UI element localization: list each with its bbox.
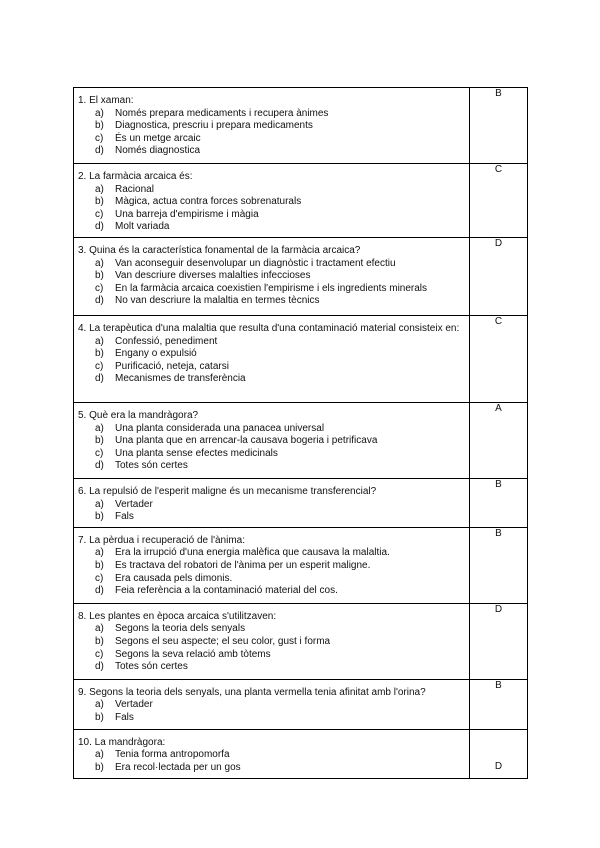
- question-row: [74, 603, 528, 679]
- question-cell: [74, 603, 470, 679]
- option-item: [78, 712, 465, 725]
- answer-cell: C: [470, 164, 528, 238]
- question-text: 8. Les plantes en època arcaica s'utilitzaven:: [78, 610, 277, 622]
- option-letter: a): [95, 257, 104, 269]
- option-item: [78, 762, 465, 775]
- quiz-body: [74, 88, 528, 779]
- option-text: Segons el seu aspecte; el seu color, gust i forma: [115, 635, 331, 647]
- answer-cell: D: [470, 729, 528, 778]
- option-text: Era causada pels dimonis.: [115, 572, 233, 584]
- option-item: [78, 348, 465, 361]
- question-text: 6. La repulsió de l'esperit maligne és un mecanisme transferencial?: [78, 486, 377, 497]
- option-text: Una planta que en arrencar-la causava bogeria i petrificava: [115, 435, 378, 447]
- option-letter: a): [95, 623, 104, 635]
- option-letter: a): [95, 749, 104, 761]
- option-item: [78, 145, 465, 158]
- question-row: [74, 403, 528, 479]
- option-text: Racional: [115, 183, 154, 195]
- option-text: No van descriure la malaltia en termes tècnics: [115, 295, 320, 307]
- option-item: [78, 184, 465, 197]
- option-text: Tenia forma antropomorfa: [115, 749, 230, 761]
- question-row: [74, 164, 528, 238]
- option-text: Màgica, actua contra forces sobrenaturals: [115, 196, 302, 208]
- option-text: Totes són certes: [115, 661, 188, 673]
- option-letter: a): [95, 335, 104, 347]
- option-letter: d): [95, 661, 104, 673]
- option-text: Fals: [115, 711, 134, 723]
- question-text: 1. El xaman:: [78, 95, 134, 106]
- option-letter: c): [95, 648, 104, 660]
- question-cell: [74, 316, 470, 403]
- question-row: [74, 527, 528, 603]
- option-text: Es tractava del robatori de l'ànima per un esperit maligne.: [115, 559, 371, 571]
- option-letter: b): [95, 511, 104, 523]
- option-item: [78, 560, 465, 573]
- option-item: [78, 623, 465, 636]
- question-row: [74, 679, 528, 729]
- option-item: [78, 120, 465, 133]
- answer-cell: B: [470, 679, 528, 729]
- answer-cell: D: [470, 603, 528, 679]
- answer-cell: C: [470, 316, 528, 403]
- option-letter: c): [95, 360, 104, 372]
- option-text: En la farmàcia arcaica coexistien l'empirisme i els ingredients minerals: [115, 282, 428, 294]
- option-letter: c): [95, 208, 104, 220]
- option-letter: b): [95, 635, 104, 647]
- option-letter: d): [95, 145, 104, 157]
- question-cell: [74, 729, 470, 778]
- option-item: [78, 499, 465, 512]
- option-item: [78, 636, 465, 649]
- option-text: Era la irrupció d'una energia malèfica que causava la malaltia.: [115, 547, 390, 559]
- answer-cell: B: [470, 88, 528, 164]
- option-text: Feia referència a la contaminació material del cos.: [115, 585, 338, 597]
- option-item: [78, 133, 465, 146]
- option-letter: b): [95, 435, 104, 447]
- option-letter: b): [95, 711, 104, 723]
- option-letter: c): [95, 282, 104, 294]
- option-item: [78, 547, 465, 560]
- option-letter: b): [95, 559, 104, 571]
- option-letter: a): [95, 107, 104, 119]
- answer-cell: B: [470, 479, 528, 528]
- option-item: [78, 361, 465, 374]
- option-item: [78, 258, 465, 271]
- question-text: 3. Quina és la característica fonamental de la farmàcia arcaica?: [78, 245, 361, 256]
- question-text: 10. La mandràgora:: [78, 736, 166, 748]
- option-item: [78, 699, 465, 712]
- option-letter: d): [95, 460, 104, 472]
- option-item: [78, 373, 465, 386]
- option-text: Vertader: [115, 498, 153, 510]
- question-cell: [74, 403, 470, 479]
- option-letter: c): [95, 447, 104, 459]
- option-text: Van descriure diverses malalties infeccioses: [115, 270, 311, 282]
- option-item: [78, 423, 465, 436]
- option-item: [78, 196, 465, 209]
- option-item: [78, 283, 465, 296]
- option-item: [78, 221, 465, 234]
- option-letter: b): [95, 196, 104, 208]
- option-text: Només prepara medicaments i recupera ànimes: [115, 107, 329, 119]
- question-cell: [74, 238, 470, 316]
- option-item: [78, 649, 465, 662]
- option-letter: a): [95, 547, 104, 559]
- option-letter: d): [95, 295, 104, 307]
- answer-cell: A: [470, 403, 528, 479]
- option-text: Purificació, neteja, catarsi: [115, 360, 229, 372]
- option-text: Una planta sense efectes medicinals: [115, 447, 278, 459]
- option-text: Molt variada: [115, 221, 170, 233]
- option-text: Totes són certes: [115, 460, 188, 472]
- option-letter: d): [95, 221, 104, 233]
- option-letter: b): [95, 120, 104, 132]
- question-cell: [74, 527, 470, 603]
- option-item: [78, 460, 465, 473]
- option-text: Una barreja d'empirisme i màgia: [115, 208, 259, 220]
- question-text: 2. La farmàcia arcaica és:: [78, 171, 193, 182]
- question-text: 5. Què era la mandràgora?: [78, 410, 199, 421]
- option-text: És un metge arcaic: [115, 132, 201, 144]
- option-text: Una planta considerada una panacea universal: [115, 422, 325, 434]
- option-text: Engany o expulsió: [115, 348, 197, 360]
- option-item: [78, 661, 465, 674]
- question-cell: [74, 479, 470, 528]
- option-text: Van aconseguir desenvolupar un diagnòstic i tractament efectiu: [115, 257, 396, 269]
- question-text: 9. Segons la teoria dels senyals, una planta vermella tenia afinitat amb l'orina?: [78, 686, 426, 698]
- option-letter: c): [95, 572, 104, 584]
- option-text: Era recol·lectada per un gos: [115, 761, 241, 773]
- option-letter: b): [95, 270, 104, 282]
- option-letter: d): [95, 373, 104, 385]
- option-text: Vertader: [115, 699, 153, 711]
- question-row: [74, 316, 528, 403]
- question-text: 7. La pèrdua i recuperació de l'ànima:: [78, 534, 246, 546]
- option-letter: a): [95, 498, 104, 510]
- option-letter: b): [95, 761, 104, 773]
- option-item: [78, 511, 465, 524]
- answer-cell: B: [470, 527, 528, 603]
- option-item: [78, 585, 465, 598]
- option-item: [78, 209, 465, 222]
- option-letter: a): [95, 183, 104, 195]
- option-text: Segons la teoria dels senyals: [115, 623, 246, 635]
- option-text: Segons la seva relació amb tòtems: [115, 648, 271, 660]
- question-row: [74, 479, 528, 528]
- option-text: Confessió, penediment: [115, 335, 218, 347]
- option-letter: a): [95, 699, 104, 711]
- option-text: Diagnostica, prescriu i prepara medicaments: [115, 120, 313, 132]
- option-letter: d): [95, 585, 104, 597]
- option-letter: c): [95, 132, 104, 144]
- question-cell: [74, 679, 470, 729]
- option-item: [78, 749, 465, 762]
- option-item: [78, 295, 465, 308]
- question-cell: [74, 88, 470, 164]
- question-cell: [74, 164, 470, 238]
- option-letter: a): [95, 422, 104, 434]
- option-item: [78, 448, 465, 461]
- option-text: Fals: [115, 511, 134, 523]
- option-item: [78, 573, 465, 586]
- option-text: Només diagnostica: [115, 145, 201, 157]
- question-row: [74, 238, 528, 316]
- quiz-table: [73, 87, 528, 779]
- option-text: Mecanismes de transferència: [115, 373, 246, 385]
- option-item: [78, 435, 465, 448]
- question-text: 4. La terapèutica d'una malaltia que resulta d'una contaminació material consisteix en:: [78, 323, 460, 334]
- answer-cell: D: [470, 238, 528, 316]
- option-item: [78, 108, 465, 121]
- option-item: [78, 336, 465, 349]
- option-letter: b): [95, 348, 104, 360]
- question-row: [74, 88, 528, 164]
- option-item: [78, 270, 465, 283]
- question-row: [74, 729, 528, 778]
